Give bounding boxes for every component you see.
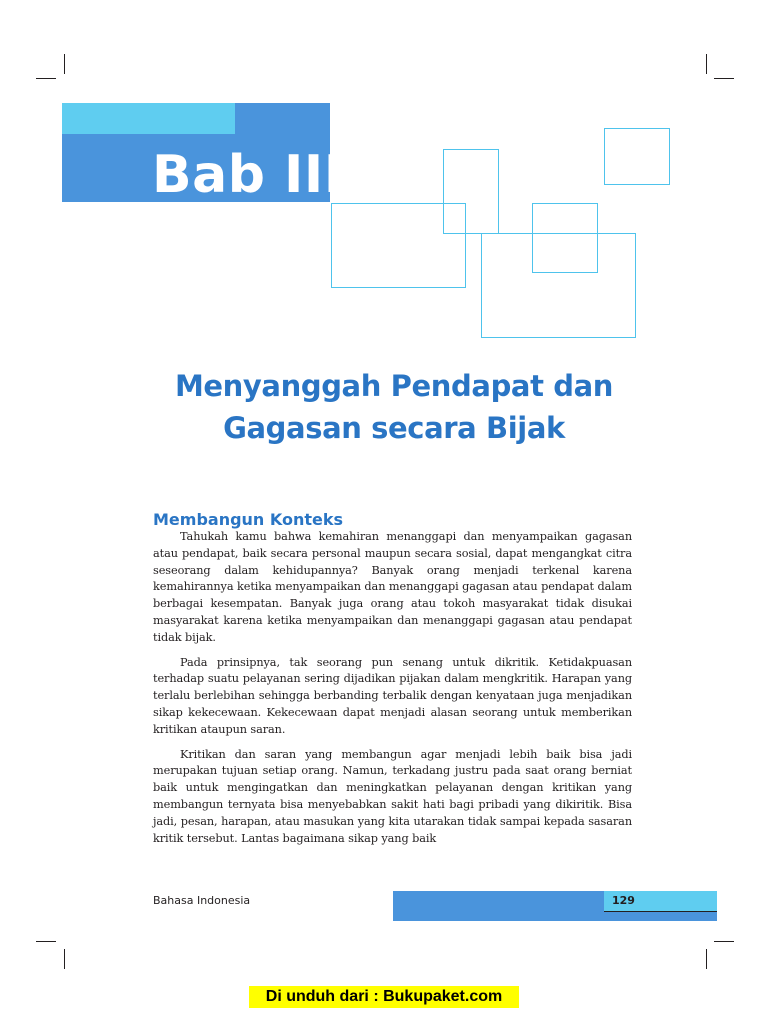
chapter-label: Bab III <box>152 145 344 205</box>
page-number: 129 <box>612 894 635 907</box>
footer-book-title: Bahasa Indonesia <box>153 894 251 907</box>
crop-mark <box>714 78 734 79</box>
crop-mark <box>64 54 65 74</box>
crop-mark <box>706 949 707 969</box>
crop-mark <box>36 78 56 79</box>
download-banner: Di unduh dari : Bukupaket.com <box>249 986 519 1008</box>
chapter-header-accent <box>62 103 235 134</box>
decorative-rectangle <box>604 128 670 185</box>
section-heading: Membangun Konteks <box>153 510 344 529</box>
decorative-rectangle <box>443 149 499 234</box>
paragraph: Tahukah kamu bahwa kemahiran menanggapi dan menyampaikan gagasan atau pendapat, baik secara personal maupun secara sosial, dapat mengangkat citra seseorang dalam kehidupannya? Banyak orang menjadi terkenal karena kemahirannya ketika menyampaikan dan menanggapi gagasan atau pendapat dalam berbagai kesempatan. Banyak juga orang atau tokoh masyarakat tidak disukai masyarakat karena ketika menyampaikan dan menanggapi gagasan atau pendapat tidak bijak. <box>153 530 632 644</box>
chapter-title <box>130 365 658 449</box>
crop-mark <box>714 941 734 942</box>
decorative-rectangle <box>532 203 598 273</box>
crop-mark <box>706 54 707 74</box>
paragraph: Pada prinsipnya, tak seorang pun senang untuk dikritik. Ketidakpuasan terhadap suatu pelayanan sering dijadikan pijakan dalam mengkritik. Harapan yang terlalu berlebihan sehingga berbanding terbalik dengan kenyataan juga menjadikan sikap kekecewaan. Kekecewaan dapat menjadi alasan seorang untuk memberikan kritikan ataupun saran. <box>153 655 632 736</box>
crop-mark <box>36 941 56 942</box>
paragraph: Kritikan dan saran yang membangun agar menjadi lebih baik bisa jadi merupakan tujuan setiap orang. Namun, terkadang justru pada saat orang berniat baik untuk mengingatkan dan meningkatkan pelayanan dengan kritikan yang membangun ternyata bisa menyebabkan sakit hati bagi pribadi yang dikiritik. Bisa jadi, pesan, harapan, atau masukan yang kita utarakan tidak sampai kepada sasaran kritik tersebut. Lantas bagaimana sikap yang baik <box>153 747 632 845</box>
chapter-title-line: Gagasan secara Bijak <box>223 411 565 445</box>
chapter-title-line: Menyanggah Pendapat dan <box>174 369 614 403</box>
crop-mark <box>64 949 65 969</box>
footer-divider <box>604 911 717 912</box>
body-text <box>153 529 632 855</box>
